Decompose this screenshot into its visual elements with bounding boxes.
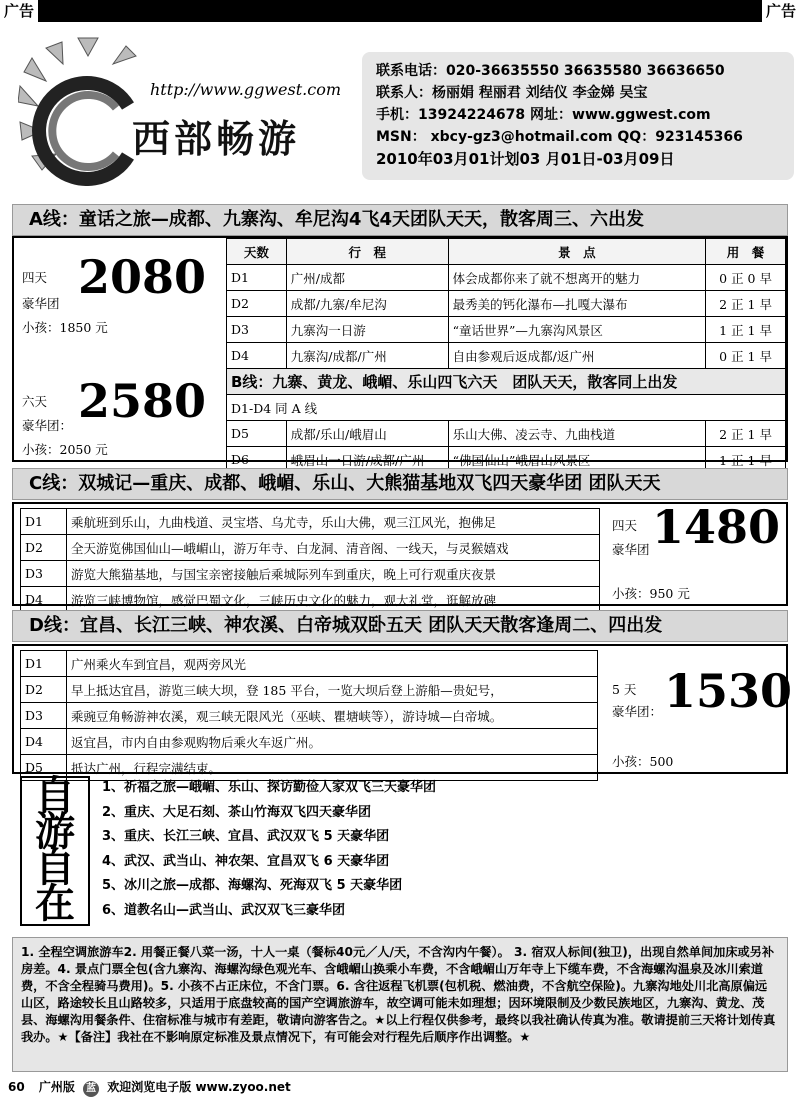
table-header-row xyxy=(227,239,786,265)
cell-day: D5 xyxy=(21,755,67,781)
table-row xyxy=(227,265,786,291)
edition-label: 广州版 xyxy=(38,1080,75,1094)
page-footer xyxy=(8,1078,291,1097)
cell-itinerary: 抵达广州，行程完满结束。 xyxy=(67,755,598,781)
contact-persons: 联系人：杨丽娟 程丽君 刘结仪 李金娣 吴宝 xyxy=(376,85,648,101)
col-day: 天数 xyxy=(227,239,287,265)
cell-meals: 0 正 0 早 xyxy=(706,265,786,291)
cell-day: D1 xyxy=(21,651,67,677)
brand-logo-text: 西部畅游 xyxy=(132,116,301,161)
line-a-price: 2080 xyxy=(78,250,207,304)
cell-sights: “佛国仙山”峨眉山风景区 xyxy=(448,447,706,473)
table-row xyxy=(227,421,786,447)
col-sights: 景 点 xyxy=(448,239,706,265)
page-number: 60 xyxy=(8,1080,25,1094)
line-c-grade: 豪华团 xyxy=(612,542,650,557)
cell-itinerary: 全天游览佛国仙山—峨嵋山，游万年寺、白龙洞、清音阁、一线天，与灵猴嬉戏 xyxy=(67,535,600,561)
cell-itinerary: 游览三峡博物馆，感觉巴蜀文化，三峡历史文化的魅力，观大礼堂，逛解放碑 xyxy=(67,587,600,613)
col-meals: 用 餐 xyxy=(706,239,786,265)
line-c-days: 四天 xyxy=(612,518,638,533)
footer-site: 欢迎浏览电子版 www.zyoo.net xyxy=(107,1080,291,1094)
line-b-price: 2580 xyxy=(78,374,207,428)
terms-notes: 1. 全程空调旅游车2. 用餐正餐八菜一汤，十人一桌（餐标40元／人/天，不含沟内午餐）。 3. 宿双人标间(独卫)，出现自然单间加床或另补房差。4. 景点门票全包(含九寨沟、海螺沟绿色观光车、含峨嵋山换乘小车费，不含峨嵋山万年寺上下缆车费，不含海螺沟温泉及冰川索道费，不含全程骑马费用)。5. 小孩不占正床位，不含门票。6. 含往返程飞机票(包机税、燃油费，不含航空保险)。九寨沟地处川北高原偏远山区，路途较长且山路较多，只适用于底盘较高的国产空调旅游车，故空调可能未如理想；因环境限制及少数民族地区，九寨沟、黄龙、茂县、海螺沟用餐条件、住宿标准与城市有差距，敬请向游客告之。★以上行程仅供参考，最终以我社确认传真为准。敬请提前三天将计划传真我办。★【备注】我社在不影响原定标准及景点情况下，有可能会对行程先后顺序作出调整。★ xyxy=(12,937,788,1072)
list-item: 6、道教名山—武当山、武汉双飞三豪华团 xyxy=(102,902,346,918)
line-b-days: 六天 xyxy=(22,394,48,409)
cell-day: D4 xyxy=(21,587,67,613)
cell-itinerary: 乘航班到乐山，九曲栈道、灵宝塔、乌尤寺，乐山大佛，观三江风光，抱佛足 xyxy=(67,509,600,535)
cell-route: 九寨沟/成都/广州 xyxy=(286,343,448,369)
cell-route: 峨眉山一日游/成都/广州 xyxy=(286,447,448,473)
cell-day: D4 xyxy=(21,729,67,755)
line-a-grade: 豪华团 xyxy=(22,296,60,311)
col-route: 行 程 xyxy=(286,239,448,265)
line-b-title-row xyxy=(227,369,786,395)
cell-sights: 自由参观后返成都/返广州 xyxy=(448,343,706,369)
cell-route: 广州/成都 xyxy=(286,265,448,291)
free-char-4: 在 xyxy=(35,880,75,927)
cell-route: 成都/九寨/牟尼沟 xyxy=(286,291,448,317)
contact-mobile: 手机：13924224678 网址：www.ggwest.com xyxy=(376,107,711,123)
line-b-grade: 豪华团： xyxy=(22,418,73,433)
table-row xyxy=(21,587,600,613)
cell-sights: 乐山大佛、凌云寺、九曲栈道 xyxy=(448,421,706,447)
cell-meals: 0 正 1 早 xyxy=(706,343,786,369)
line-a-child-price: 小孩：1850 元 xyxy=(22,320,108,335)
line-b-child-price: 小孩：2050 元 xyxy=(22,442,108,457)
free-char-1: 自 xyxy=(35,772,75,819)
contact-box xyxy=(362,52,794,180)
cell-itinerary: 游览大熊猫基地，与国宝亲密接触后乘城际列车到重庆，晚上可行观重庆夜景 xyxy=(67,561,600,587)
cell-day: D2 xyxy=(21,535,67,561)
edition-badge-icon: 蓝 xyxy=(83,1081,99,1097)
line-a-days: 四天 xyxy=(22,270,48,285)
cell-day: D6 xyxy=(227,447,287,473)
list-item: 4、武汉、武当山、神农架、宜昌双飞 6 天豪华团 xyxy=(102,853,390,869)
line-d-days: 5 天 xyxy=(612,682,637,697)
free-char-3: 自 xyxy=(35,844,75,891)
cell-itinerary: 早上抵达宜昌，游览三峡大坝，登 185 平台，一览大坝后登上游船—贵妃号， xyxy=(67,677,598,703)
cell-day: D1 xyxy=(21,509,67,535)
line-d-price: 1530 xyxy=(664,664,793,718)
line-c-title: C线：双城记—重庆、成都、峨嵋、乐山、大熊猫基地双飞四天豪华团 团队天天 xyxy=(12,468,788,500)
cell-meals: 2 正 1 早 xyxy=(706,291,786,317)
free-tour-badge xyxy=(20,772,90,927)
line-a-table xyxy=(226,238,786,473)
website-url: http://www.ggwest.com xyxy=(150,80,341,99)
list-item: 2、重庆、大足石刻、茶山竹海双飞四天豪华团 xyxy=(102,804,372,820)
table-row xyxy=(21,677,598,703)
line-a-title: A线：童话之旅—成都、九寨沟、牟尼沟4飞4天团队天天，散客周三、六出发 xyxy=(12,204,788,236)
plan-date: 2010年03月01计划03 月01日-03月09日 xyxy=(376,150,675,168)
cell-sights: “童话世界”—九寨沟风景区 xyxy=(448,317,706,343)
cell-day: D2 xyxy=(21,677,67,703)
line-d-table xyxy=(20,650,598,781)
cell-meals: 1 正 1 早 xyxy=(706,447,786,473)
cell-meals: 1 正 1 早 xyxy=(706,317,786,343)
line-b-title: B线：九寨、黄龙、峨嵋、乐山四飞六天 团队天天，散客同上出发 xyxy=(227,369,786,395)
line-c-price: 1480 xyxy=(652,500,781,554)
table-row xyxy=(21,535,600,561)
contact-msn-qq: MSN： xbcy-gz3@hotmail.com QQ：923145366 xyxy=(376,129,743,145)
cell-day: D3 xyxy=(21,561,67,587)
table-row xyxy=(227,291,786,317)
cell-itinerary: 乘豌豆角畅游神农溪，观三峡无限风光（巫峡、瞿塘峡等），游诗城—白帝城。 xyxy=(67,703,598,729)
free-tour-list xyxy=(102,776,436,923)
cell-day: D3 xyxy=(21,703,67,729)
cell-itinerary: 返宜昌，市内自由参观购物后乘火车返广州。 xyxy=(67,729,598,755)
free-char-2: 游 xyxy=(35,808,75,855)
line-c-table xyxy=(20,508,600,613)
cell-day: D3 xyxy=(227,317,287,343)
line-b-note: D1-D4 同 A 线 xyxy=(227,395,786,421)
cell-day: D4 xyxy=(227,343,287,369)
table-row xyxy=(21,729,598,755)
cell-day: D1 xyxy=(227,265,287,291)
table-row xyxy=(21,561,600,587)
cell-day: D2 xyxy=(227,291,287,317)
cell-route: 成都/乐山/峨眉山 xyxy=(286,421,448,447)
contact-phone: 联系电话：020-36635550 36635580 36636650 xyxy=(376,63,725,79)
cell-sights: 最秀美的钙化瀑布—扎嘎大瀑布 xyxy=(448,291,706,317)
cell-day: D5 xyxy=(227,421,287,447)
line-d-grade: 豪华团： xyxy=(612,704,663,719)
cell-meals: 2 正 1 早 xyxy=(706,421,786,447)
line-d-title: D线：宜昌、长江三峡、神农溪、白帝城双卧五天 团队天天散客逢周二、四出发 xyxy=(12,610,788,642)
ad-label-right: 广告 xyxy=(762,0,800,22)
cell-route: 九寨沟一日游 xyxy=(286,317,448,343)
cell-itinerary: 广州乘火车到宜昌，观两旁风光 xyxy=(67,651,598,677)
table-row xyxy=(227,343,786,369)
table-row xyxy=(227,317,786,343)
list-item: 5、冰川之旅—成都、海螺沟、死海双飞 5 天豪华团 xyxy=(102,878,403,893)
table-row xyxy=(21,509,600,535)
line-c-child-price: 小孩：950 元 xyxy=(612,586,690,601)
list-item: 3、重庆、长江三峡、宜昌、武汉双飞 5 天豪华团 xyxy=(102,829,390,844)
table-row xyxy=(21,703,598,729)
top-ad-bar xyxy=(0,0,800,22)
line-d-child-price: 小孩：500 xyxy=(612,754,674,769)
table-row xyxy=(21,651,598,677)
cell-sights: 体会成都你来了就不想离开的魅力 xyxy=(448,265,706,291)
table-row xyxy=(227,395,786,421)
list-item: 1、祈福之旅—峨嵋、乐山、探访勤俭人家双飞三天豪华团 xyxy=(102,780,437,795)
ad-label-left: 广告 xyxy=(0,0,38,22)
